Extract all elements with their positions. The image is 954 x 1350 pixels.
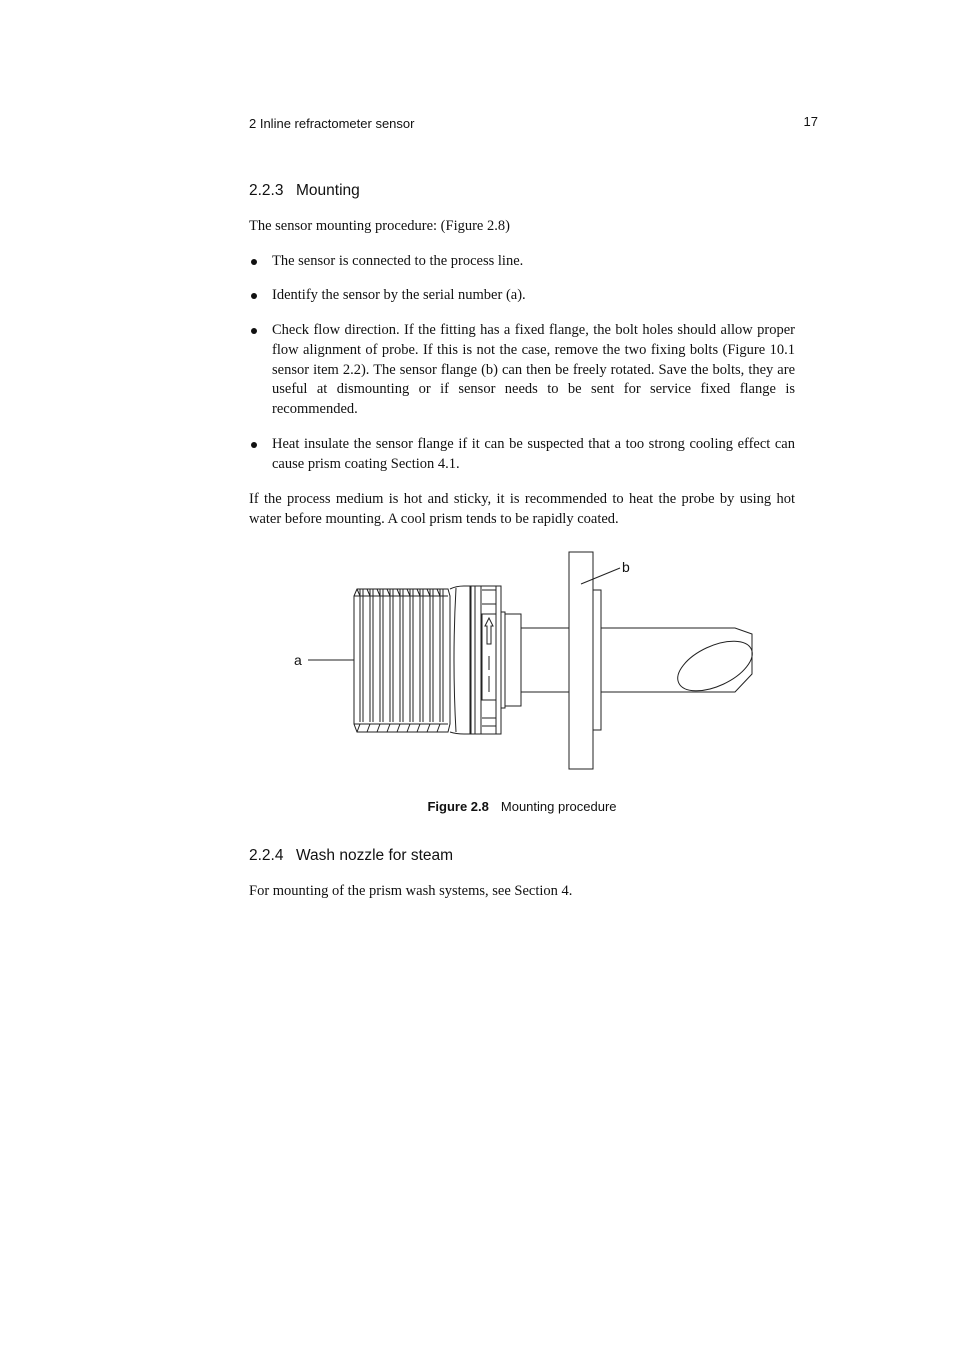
prism-window: [670, 631, 759, 701]
ribbed-body: [354, 589, 450, 732]
page-number: 17: [803, 114, 818, 129]
mounting-intro: The sensor mounting procedure: (Figure 2.8): [249, 218, 510, 234]
probe-tube: [601, 628, 752, 692]
callout-b: b: [622, 559, 630, 575]
callout-a: a: [294, 652, 302, 668]
section-title: Wash nozzle for steam: [296, 847, 454, 864]
section-title: Mounting: [296, 182, 360, 199]
shaft: [521, 628, 569, 692]
sensor-drawing: [280, 546, 780, 778]
sensor-flange: [569, 552, 593, 769]
flow-arrow-icon: [485, 618, 493, 644]
list-item-text: Heat insulate the sensor flange if it can be suspected that a too strong cooling effect can cause prism coating Section 4.1.: [272, 436, 795, 472]
bullet-icon: [251, 259, 257, 265]
section-heading-wash-nozzle: [249, 847, 453, 865]
figure-mounting-procedure: [280, 546, 780, 778]
ribs: [354, 589, 448, 732]
list-item-text: Identify the sensor by the serial number (a).: [272, 287, 526, 303]
transition-collar: [450, 586, 470, 734]
figure-caption: [249, 799, 795, 814]
running-header-title: 2 Inline refractometer sensor: [249, 116, 415, 131]
figure-caption-text: Mounting procedure: [500, 799, 617, 814]
list-item: [249, 435, 795, 475]
list-item: [249, 252, 795, 272]
bullet-icon: [251, 442, 257, 448]
neck-step: [505, 614, 521, 706]
list-item: [249, 321, 795, 420]
list-item: [249, 286, 795, 306]
leader-line-b: [581, 568, 620, 584]
bullet-icon: [251, 328, 257, 334]
mounting-closing-paragraph: If the process medium is hot and sticky, it is recommended to heat the probe by using hot water before mounting. A cool prism tends to be rapidly coated.: [249, 491, 795, 527]
bullet-icon: [251, 293, 257, 299]
list-item-text: The sensor is connected to the process line.: [272, 253, 524, 269]
wash-nozzle-paragraph: For mounting of the prism wash systems, see Section 4.: [249, 883, 573, 899]
list-item-text: Check flow direction. If the fitting has a fixed flange, the bolt holes should allow proper flow alignment of probe. If this is not the case, remove the two fixing bolts (Figure 10.1 sensor item 2.2). The sensor flange (b) can then be freely rotated. Save the bolts, they are useful at dismounting or if sensor needs to be sent for service fixed flange is recommended.: [272, 322, 795, 418]
figure-caption-number: Figure 2.8: [427, 799, 489, 814]
section-heading-mounting: [249, 182, 360, 200]
section-number: 2.2.4: [249, 847, 284, 864]
section-number: 2.2.3: [249, 182, 284, 199]
